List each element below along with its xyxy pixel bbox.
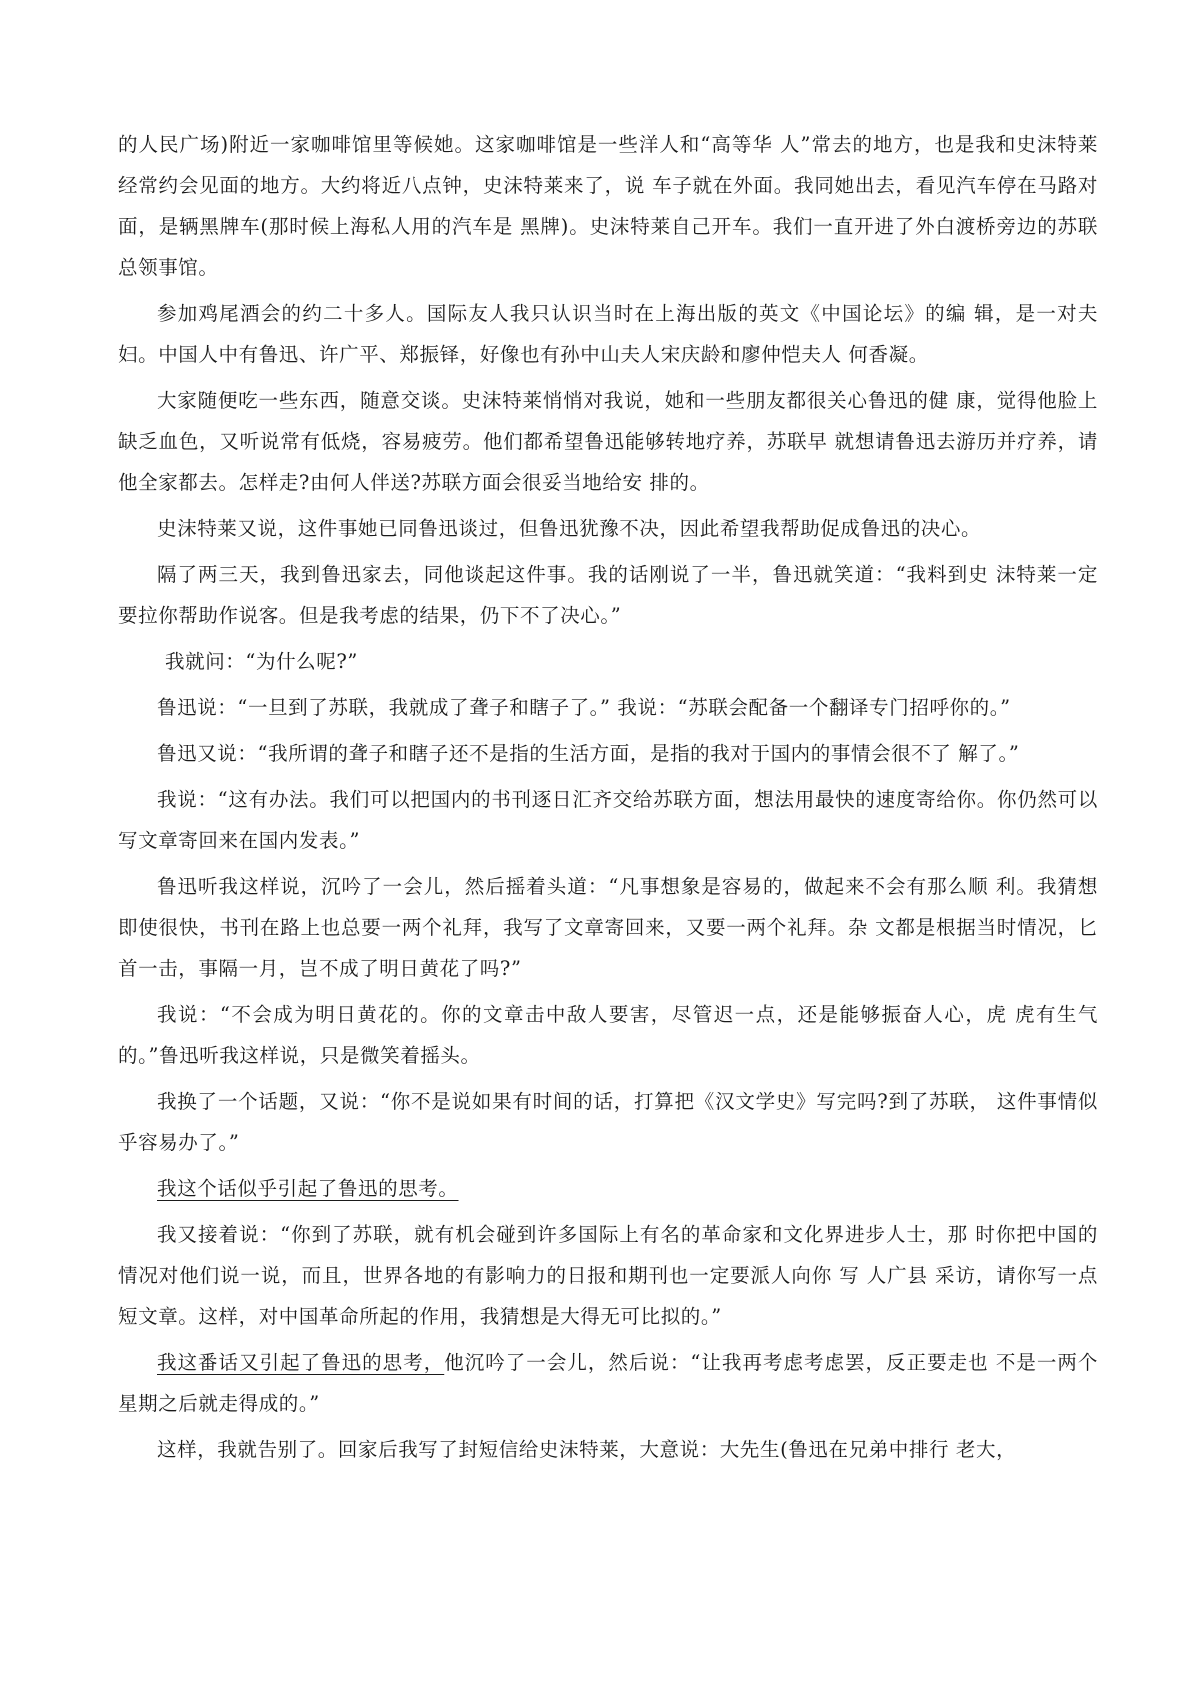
paragraph-6: 我就问：“为什么呢?” (165, 650, 358, 673)
article-body (118, 124, 1098, 1475)
paragraph-1: 的人民广场)附近一家咖啡馆里等候她。这家咖啡馆是一些洋人和“高等华 人”常去的地方，也是我和史沫特莱经常约会见面的地方。大约将近八点钟，史沫特莱来了，说 车子就在外面。我同她出去，看见汽车停在马路对面，是辆黑牌车(那时候上海私人用的汽车是 黑牌)。史沫特莱自己开车。我们一直开进了外白渡桥旁边的苏联总领事馆。 (118, 133, 1098, 279)
paragraph-16: 这样，我就告别了。回家后我写了封短信给史沫特莱，大意说：大先生(鲁迅在兄弟中排行 老大， (157, 1438, 1017, 1461)
paragraph-5: 隔了两三天，我到鲁迅家去，同他谈起这件事。我的话刚说了一半，鲁迅就笑道：“我料到史 沫特莱一定要拉你帮助作说客。但是我考虑的结果，仍下不了决心。” (118, 563, 1098, 627)
paragraph-15-rest: 他沉吟了一会儿，然后说：“让我再考虑考虑罢，反正要走也 不是一两个星期之后就走得成的。” (118, 1351, 1099, 1415)
paragraph-3: 大家随便吃一些东西，随意交谈。史沫特莱悄悄对我说，她和一些朋友都很关心鲁迅的健 康，觉得他脸上缺乏血色，又听说常有低烧，容易疲劳。他们都希望鲁迅能够转地疗养，苏联早 就想请鲁迅去游历并疗养，请他全家都去。怎样走?由何人伴送?苏联方面会很妥当地给安 排的。 (118, 389, 1098, 494)
paragraph-7: 鲁迅说：“一旦到了苏联，我就成了聋子和瞎子了。” 我说：“苏联会配备一个翻译专门招呼你的。” (157, 696, 1011, 719)
paragraph-10: 鲁迅听我这样说，沉吟了一会儿，然后摇着头道：“凡事想象是容易的，做起来不会有那么顺 利。我猜想即使很快，书刊在路上也总要一两个礼拜，我写了文章寄回来，又要一两个礼拜。杂 文都是根据当时情况，匕首一击，事隔一月，岂不成了明日黄花了吗?” (118, 875, 1098, 980)
paragraph-8: 鲁迅又说：“我所谓的聋子和瞎子还不是指的生活方面，是指的我对于国内的事情会很不了 解了。” (157, 742, 1020, 765)
paragraph-2: 参加鸡尾酒会的约二十多人。国际友人我只认识当时在上海出版的英文《中国论坛》的编 辑，是一对夫妇。中国人中有鲁迅、许广平、郑振铎，好像也有孙中山夫人宋庆龄和廖仲恺夫人 何香凝。 (118, 302, 1098, 366)
paragraph-4: 史沫特莱又说，这件事她已同鲁迅谈过，但鲁迅犹豫不决，因此希望我帮助促成鲁迅的决心。 (157, 517, 982, 540)
paragraph-15 (118, 1342, 1098, 1424)
paragraph-12: 我换了一个话题，又说：“你不是说如果有时间的话，打算把《汉文学史》写完吗?到了苏联， 这件事情似乎容易办了。” (118, 1090, 1098, 1154)
paragraph-14: 我又接着说：“你到了苏联，就有机会碰到许多国际上有名的革命家和文化界进步人士，那 时你把中国的情况对他们说一说，而且，世界各地的有影响力的日报和期刊也一定要派人向你 写 人广县 采访，请你写一点短文章。这样，对中国革命所起的作用，我猜想是大得无可比拟的。” (118, 1223, 1098, 1328)
underlined-phrase: 我这番话又引起了鲁迅的思考， (157, 1351, 445, 1374)
paragraph-9: 我说：“这有办法。我们可以把国内的书刊逐日汇齐交给苏联方面，想法用最快的速度寄给你。你仍然可以写文章寄回来在国内发表。” (118, 788, 1098, 852)
paragraph-13 (118, 1168, 1098, 1209)
underlined-sentence: 我这个话似乎引起了鲁迅的思考。 (157, 1177, 459, 1200)
paragraph-11: 我说：“不会成为明日黄花的。你的文章击中敌人要害，尽管迟一点，还是能够振奋人心，虎 虎有生气的。”鲁迅听我这样说，只是微笑着摇头。 (118, 1003, 1098, 1067)
